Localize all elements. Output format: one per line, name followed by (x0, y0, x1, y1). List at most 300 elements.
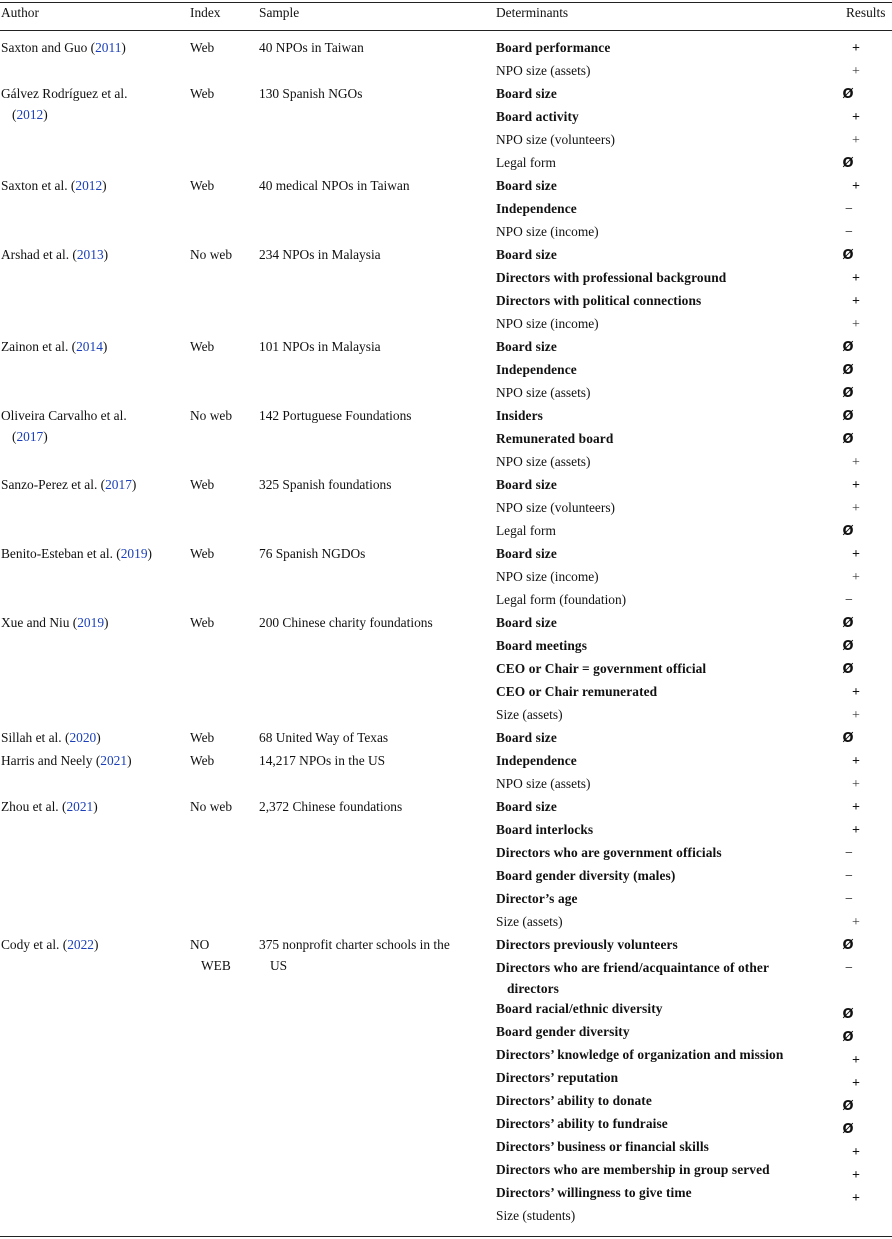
determinant-text: NPO size (income) (496, 224, 599, 239)
author-paren: ) (103, 247, 109, 262)
author-paren: ) (147, 546, 152, 561)
result-symbol: + (852, 754, 860, 769)
result-line (841, 521, 892, 544)
results-cell (841, 613, 892, 728)
result-symbol: + (852, 501, 860, 516)
index-text: No web (190, 799, 233, 814)
result-line (841, 1096, 892, 1119)
determinant-text: Directors who are membership in group served (496, 1162, 770, 1177)
author-text: Xue and Niu ( (1, 615, 78, 630)
author-line (1, 544, 190, 567)
determinants-cell (496, 475, 841, 544)
determinant-text: Director’s age (496, 891, 578, 906)
result-line (841, 130, 892, 153)
result-symbol: + (852, 133, 860, 148)
determinant-text: Board interlocks (496, 822, 594, 837)
author-cell (0, 728, 190, 751)
author-cell (0, 406, 190, 447)
author-line (1, 245, 190, 268)
result-symbol: Ø (842, 386, 854, 401)
result-symbol: Ø (842, 938, 854, 953)
determinant-text: NPO size (assets) (496, 776, 591, 791)
result-line (841, 774, 892, 797)
results-cell (841, 245, 892, 337)
author-year-link[interactable]: 2022 (67, 937, 94, 952)
author-line (1, 176, 190, 199)
author-paren: ) (104, 615, 109, 630)
result-line (841, 314, 892, 337)
study-row (0, 544, 892, 613)
sample-cell (259, 935, 496, 976)
result-symbol: + (852, 478, 860, 493)
author-year-link[interactable]: 2011 (95, 40, 122, 55)
result-line (841, 153, 892, 176)
index-cell (190, 337, 259, 360)
header-sample: Sample (259, 5, 300, 20)
determinants-cell (496, 38, 841, 84)
author-text: Gálvez Rodríguez et al. (1, 86, 128, 101)
sample-text: 76 Spanish NGDOs (259, 546, 366, 561)
author-year-link[interactable]: 2021 (66, 799, 94, 814)
study-row (0, 84, 892, 176)
index-text: Web (190, 40, 215, 55)
result-symbol: Ø (842, 248, 854, 263)
determinant-text: Size (assets) (496, 914, 563, 929)
author-year-link[interactable]: 2020 (69, 730, 97, 745)
results-cell (841, 475, 892, 544)
sample-cell (259, 245, 496, 268)
determinants-cell (496, 337, 841, 406)
determinant-text: Directors with political connections (496, 293, 702, 308)
header-determinants: Determinants (496, 5, 569, 20)
result-line (841, 38, 892, 61)
result-line (841, 797, 892, 820)
result-symbol: + (852, 41, 860, 56)
index-text: Web (190, 477, 215, 492)
author-cell (0, 613, 190, 636)
determinants-cell (496, 176, 841, 245)
table-top-rule (0, 2, 892, 3)
result-symbol: + (852, 110, 860, 125)
result-line (841, 659, 892, 682)
study-row (0, 38, 892, 84)
result-symbol: − (845, 869, 853, 884)
sample-text: 142 Portuguese Foundations (259, 408, 412, 423)
determinant-text: Directors’ ability to fundraise (496, 1116, 668, 1131)
result-line (841, 820, 892, 843)
sample-cell (259, 176, 496, 199)
sample-cell (259, 475, 496, 498)
determinant-text: Size (assets) (496, 707, 563, 722)
result-line (841, 613, 892, 636)
author-text: Arshad et al. ( (1, 247, 77, 262)
results-cell (841, 38, 892, 84)
index-cell (190, 406, 259, 429)
result-line (841, 682, 892, 705)
author-paren: ) (127, 753, 132, 768)
author-text: Harris and Neely ( (1, 753, 101, 768)
result-symbol: − (845, 961, 853, 976)
result-line (841, 1188, 892, 1211)
result-symbol: + (852, 317, 860, 332)
result-line (841, 176, 892, 199)
index-text: NO (190, 937, 210, 952)
determinant-text: Board size (496, 730, 557, 745)
author-paren: ) (102, 339, 108, 354)
study-row (0, 613, 892, 728)
determinant-text: Board size (496, 86, 557, 101)
sample-text: 200 Chinese charity foundations (259, 615, 433, 630)
result-line (841, 268, 892, 291)
index-cell (190, 38, 259, 61)
result-line (841, 912, 892, 935)
result-line (841, 1165, 892, 1188)
result-symbol: Ø (842, 363, 854, 378)
author-paren: ) (43, 107, 48, 122)
index-text: Web (190, 730, 215, 745)
index-cell (190, 797, 259, 820)
result-line (841, 1119, 892, 1142)
determinants-cell (496, 751, 841, 797)
result-symbol: + (852, 685, 860, 700)
author-cell (0, 544, 190, 567)
author-text: Benito-Esteban et al. ( (1, 546, 121, 561)
determinant-text: Board size (496, 546, 557, 561)
result-symbol: Ø (842, 340, 854, 355)
result-line (841, 544, 892, 567)
determinant-text: NPO size (income) (496, 569, 599, 584)
author-cell (0, 176, 190, 199)
result-symbol: + (852, 915, 860, 930)
results-cell (841, 935, 892, 1234)
index-text: No web (190, 247, 233, 262)
result-line (841, 728, 892, 751)
result-line (841, 1142, 892, 1165)
sample-text: 375 nonprofit charter schools in the (259, 937, 450, 952)
result-symbol: Ø (842, 639, 854, 654)
determinant-text: CEO or Chair = government official (496, 661, 707, 676)
author-text: Cody et al. ( (1, 937, 68, 952)
sample-cell (259, 751, 496, 774)
determinant-text: Independence (496, 362, 577, 377)
determinant-text: Directors’ knowledge of organization and mission (496, 1047, 784, 1062)
determinant-text: Size (students) (496, 1208, 576, 1223)
author-cell (0, 751, 190, 774)
result-line (841, 866, 892, 889)
author-paren: ( (12, 107, 17, 122)
author-cell (0, 38, 190, 61)
author-cell (0, 797, 190, 820)
result-symbol: − (845, 202, 853, 217)
result-symbol: Ø (842, 432, 854, 447)
study-row (0, 935, 892, 1234)
result-line (841, 245, 892, 268)
determinant-text: NPO size (assets) (496, 385, 591, 400)
author-paren: ) (43, 429, 48, 444)
determinant-text: Directors’ business or financial skills (496, 1139, 709, 1154)
determinant-text: Board activity (496, 109, 579, 124)
author-year-link[interactable]: 2013 (76, 247, 104, 262)
sample-text: 234 NPOs in Malaysia (259, 247, 381, 262)
index-cell (190, 544, 259, 567)
result-line (841, 84, 892, 107)
determinants-cell (496, 84, 841, 176)
result-line (841, 958, 892, 981)
author-year-link[interactable]: 2019 (77, 615, 105, 630)
result-line (841, 590, 892, 613)
author-line (1, 935, 190, 958)
result-line (841, 567, 892, 590)
determinant-text: NPO size (assets) (496, 454, 591, 469)
determinants-cell (496, 406, 841, 475)
header-rule (0, 30, 892, 31)
study-row (0, 728, 892, 751)
sample-text: 68 United Way of Texas (259, 730, 389, 745)
index-cell (190, 245, 259, 268)
determinant-text: Legal form (foundation) (496, 592, 627, 607)
results-cell (841, 728, 892, 751)
result-line (841, 199, 892, 222)
index-text: Web (190, 753, 215, 768)
results-cell (841, 337, 892, 406)
author-paren: ) (131, 477, 137, 492)
sample-text: 40 NPOs in Taiwan (259, 40, 364, 55)
index-text: WEB (201, 958, 231, 973)
determinant-text: Legal form (496, 523, 556, 538)
results-cell (841, 797, 892, 935)
result-symbol: − (845, 593, 853, 608)
sample-cell (259, 728, 496, 751)
result-symbol: Ø (842, 1030, 854, 1045)
author-text: Sillah et al. ( (1, 730, 70, 745)
author-text: Saxton and Guo ( (1, 40, 96, 55)
determinant-text: Directors’ reputation (496, 1070, 619, 1085)
determinant-text: Independence (496, 201, 577, 216)
header-results: Results (846, 5, 886, 20)
author-paren: ) (93, 799, 98, 814)
sample-text: US (270, 958, 288, 973)
sample-text: 101 NPOs in Malaysia (259, 339, 381, 354)
sample-cell (259, 406, 496, 429)
table-bottom-rule (0, 1236, 892, 1237)
sample-text: 2,372 Chinese foundations (259, 799, 403, 814)
result-symbol: Ø (842, 1099, 854, 1114)
author-paren: ) (93, 937, 99, 952)
index-cell (190, 613, 259, 636)
author-text: Saxton et al. ( (1, 178, 76, 193)
determinant-text: Board size (496, 247, 557, 262)
author-year-link[interactable]: 2021 (100, 753, 128, 768)
author-text: Zhou et al. ( (1, 799, 67, 814)
determinant-text: Legal form (496, 155, 556, 170)
index-text: Web (190, 178, 215, 193)
determinant-text: NPO size (assets) (496, 63, 591, 78)
author-paren: ( (12, 429, 17, 444)
determinants-cell (496, 728, 841, 751)
result-line (841, 291, 892, 314)
author-line (1, 475, 190, 498)
author-line (1, 728, 190, 751)
result-symbol: + (852, 1191, 860, 1206)
author-line (1, 797, 190, 820)
result-symbol: + (852, 1053, 860, 1068)
author-paren: ) (102, 178, 107, 193)
result-line (841, 636, 892, 659)
results-cell (841, 176, 892, 245)
determinant-text: Board size (496, 477, 557, 492)
determinant-text: NPO size (income) (496, 316, 599, 331)
result-symbol: + (852, 179, 860, 194)
sample-cell (259, 337, 496, 360)
determinant-text: Board meetings (496, 638, 588, 653)
results-cell (841, 751, 892, 797)
result-line (841, 1050, 892, 1073)
author-line (1, 751, 190, 774)
index-text: Web (190, 615, 215, 630)
result-line (841, 935, 892, 958)
determinant-text: Independence (496, 753, 577, 768)
study-row (0, 176, 892, 245)
result-symbol: + (852, 294, 860, 309)
result-line (841, 222, 892, 245)
author-year-link[interactable]: 2017 (16, 429, 44, 444)
results-cell (841, 406, 892, 475)
author-year-link[interactable]: 2012 (75, 178, 103, 193)
sample-text: 40 medical NPOs in Taiwan (259, 178, 410, 193)
result-symbol: Ø (842, 616, 854, 631)
result-line (841, 475, 892, 498)
results-cell (841, 84, 892, 176)
determinant-text: Directors with professional background (496, 270, 727, 285)
result-symbol: + (852, 1168, 860, 1183)
author-cite-line (1, 429, 190, 447)
result-symbol: Ø (842, 662, 854, 677)
determinant-text: Directors’ ability to donate (496, 1093, 652, 1108)
sample-cell (259, 544, 496, 567)
result-symbol: Ø (842, 1007, 854, 1022)
author-year-link[interactable]: 2017 (105, 477, 132, 492)
author-cite-line (1, 107, 190, 125)
author-year-link[interactable]: 2019 (120, 546, 148, 561)
author-cell (0, 84, 190, 125)
result-line (841, 843, 892, 866)
result-line (841, 1073, 892, 1096)
result-line (841, 360, 892, 383)
determinant-text: Board size (496, 615, 557, 630)
determinants-cell (496, 245, 841, 337)
sample-cell (259, 613, 496, 636)
determinant-text: NPO size (volunteers) (496, 132, 615, 147)
sample-text: 14,217 NPOs in the US (259, 753, 386, 768)
sample-text: 130 Spanish NGOs (259, 86, 363, 101)
determinant-text: Board size (496, 178, 557, 193)
author-line (1, 337, 190, 360)
index-cell (190, 728, 259, 751)
result-symbol: + (852, 777, 860, 792)
result-symbol: + (852, 271, 860, 286)
index-cell (190, 475, 259, 498)
study-row (0, 475, 892, 544)
author-year-link[interactable]: 2014 (76, 339, 103, 354)
result-symbol: − (845, 892, 853, 907)
header-index: Index (190, 5, 221, 20)
result-line (841, 383, 892, 406)
result-symbol: Ø (842, 409, 854, 424)
result-line (841, 1027, 892, 1050)
index-text: Web (190, 86, 215, 101)
result-symbol: Ø (842, 1122, 854, 1137)
determinants-cell (496, 935, 841, 1229)
determinant-text: Directors’ willingness to give time (496, 1185, 692, 1200)
determinant-text: Directors who are government officials (496, 845, 722, 860)
determinant-text: Directors previously volunteers (496, 937, 678, 952)
result-symbol: + (852, 1145, 860, 1160)
determinant-text-cont: directors (507, 981, 559, 996)
result-line (841, 498, 892, 521)
result-line (841, 889, 892, 912)
index-cell (190, 176, 259, 199)
result-line (841, 452, 892, 475)
determinants-cell (496, 797, 841, 935)
author-cell (0, 935, 190, 958)
study-row (0, 337, 892, 406)
determinant-text: CEO or Chair remunerated (496, 684, 658, 699)
determinant-text: Board performance (496, 40, 611, 55)
result-symbol: + (852, 823, 860, 838)
author-cell (0, 245, 190, 268)
author-text: Sanzo-Perez et al. ( (1, 477, 106, 492)
result-line (841, 751, 892, 774)
determinant-text: Board racial/ethnic diversity (496, 1001, 663, 1016)
determinant-text: NPO size (volunteers) (496, 500, 615, 515)
result-symbol: Ø (842, 87, 854, 102)
result-symbol: + (852, 455, 860, 470)
result-line (841, 406, 892, 429)
result-line (841, 1004, 892, 1027)
author-line (1, 38, 190, 61)
determinant-text: Directors who are friend/acquaintance of other (496, 960, 769, 975)
author-line (1, 613, 190, 636)
author-year-link[interactable]: 2012 (16, 107, 44, 122)
header-author: Author (1, 5, 39, 20)
index-text: No web (190, 408, 233, 423)
author-text: Oliveira Carvalho et al. (1, 408, 127, 423)
study-row (0, 245, 892, 337)
sample-cell (259, 38, 496, 61)
result-symbol: + (852, 708, 860, 723)
result-symbol: + (852, 570, 860, 585)
index-cell (190, 84, 259, 107)
determinant-text: Remunerated board (496, 431, 614, 446)
sample-text: 325 Spanish foundations (259, 477, 392, 492)
result-symbol: + (852, 1076, 860, 1091)
determinants-cell (496, 613, 841, 728)
index-text: Web (190, 339, 215, 354)
result-line (841, 705, 892, 728)
author-paren: ) (121, 40, 126, 55)
table-body (0, 38, 892, 1234)
determinant-text: Board size (496, 799, 557, 814)
study-row (0, 797, 892, 935)
determinant-text: Board gender diversity (496, 1024, 630, 1039)
determinant-text: Insiders (496, 408, 543, 423)
determinants-cell (496, 544, 841, 613)
sample-cell (259, 84, 496, 107)
result-symbol: − (845, 846, 853, 861)
author-text: Zainon et al. ( (1, 339, 77, 354)
result-symbol: + (852, 800, 860, 815)
result-symbol: + (852, 64, 860, 79)
